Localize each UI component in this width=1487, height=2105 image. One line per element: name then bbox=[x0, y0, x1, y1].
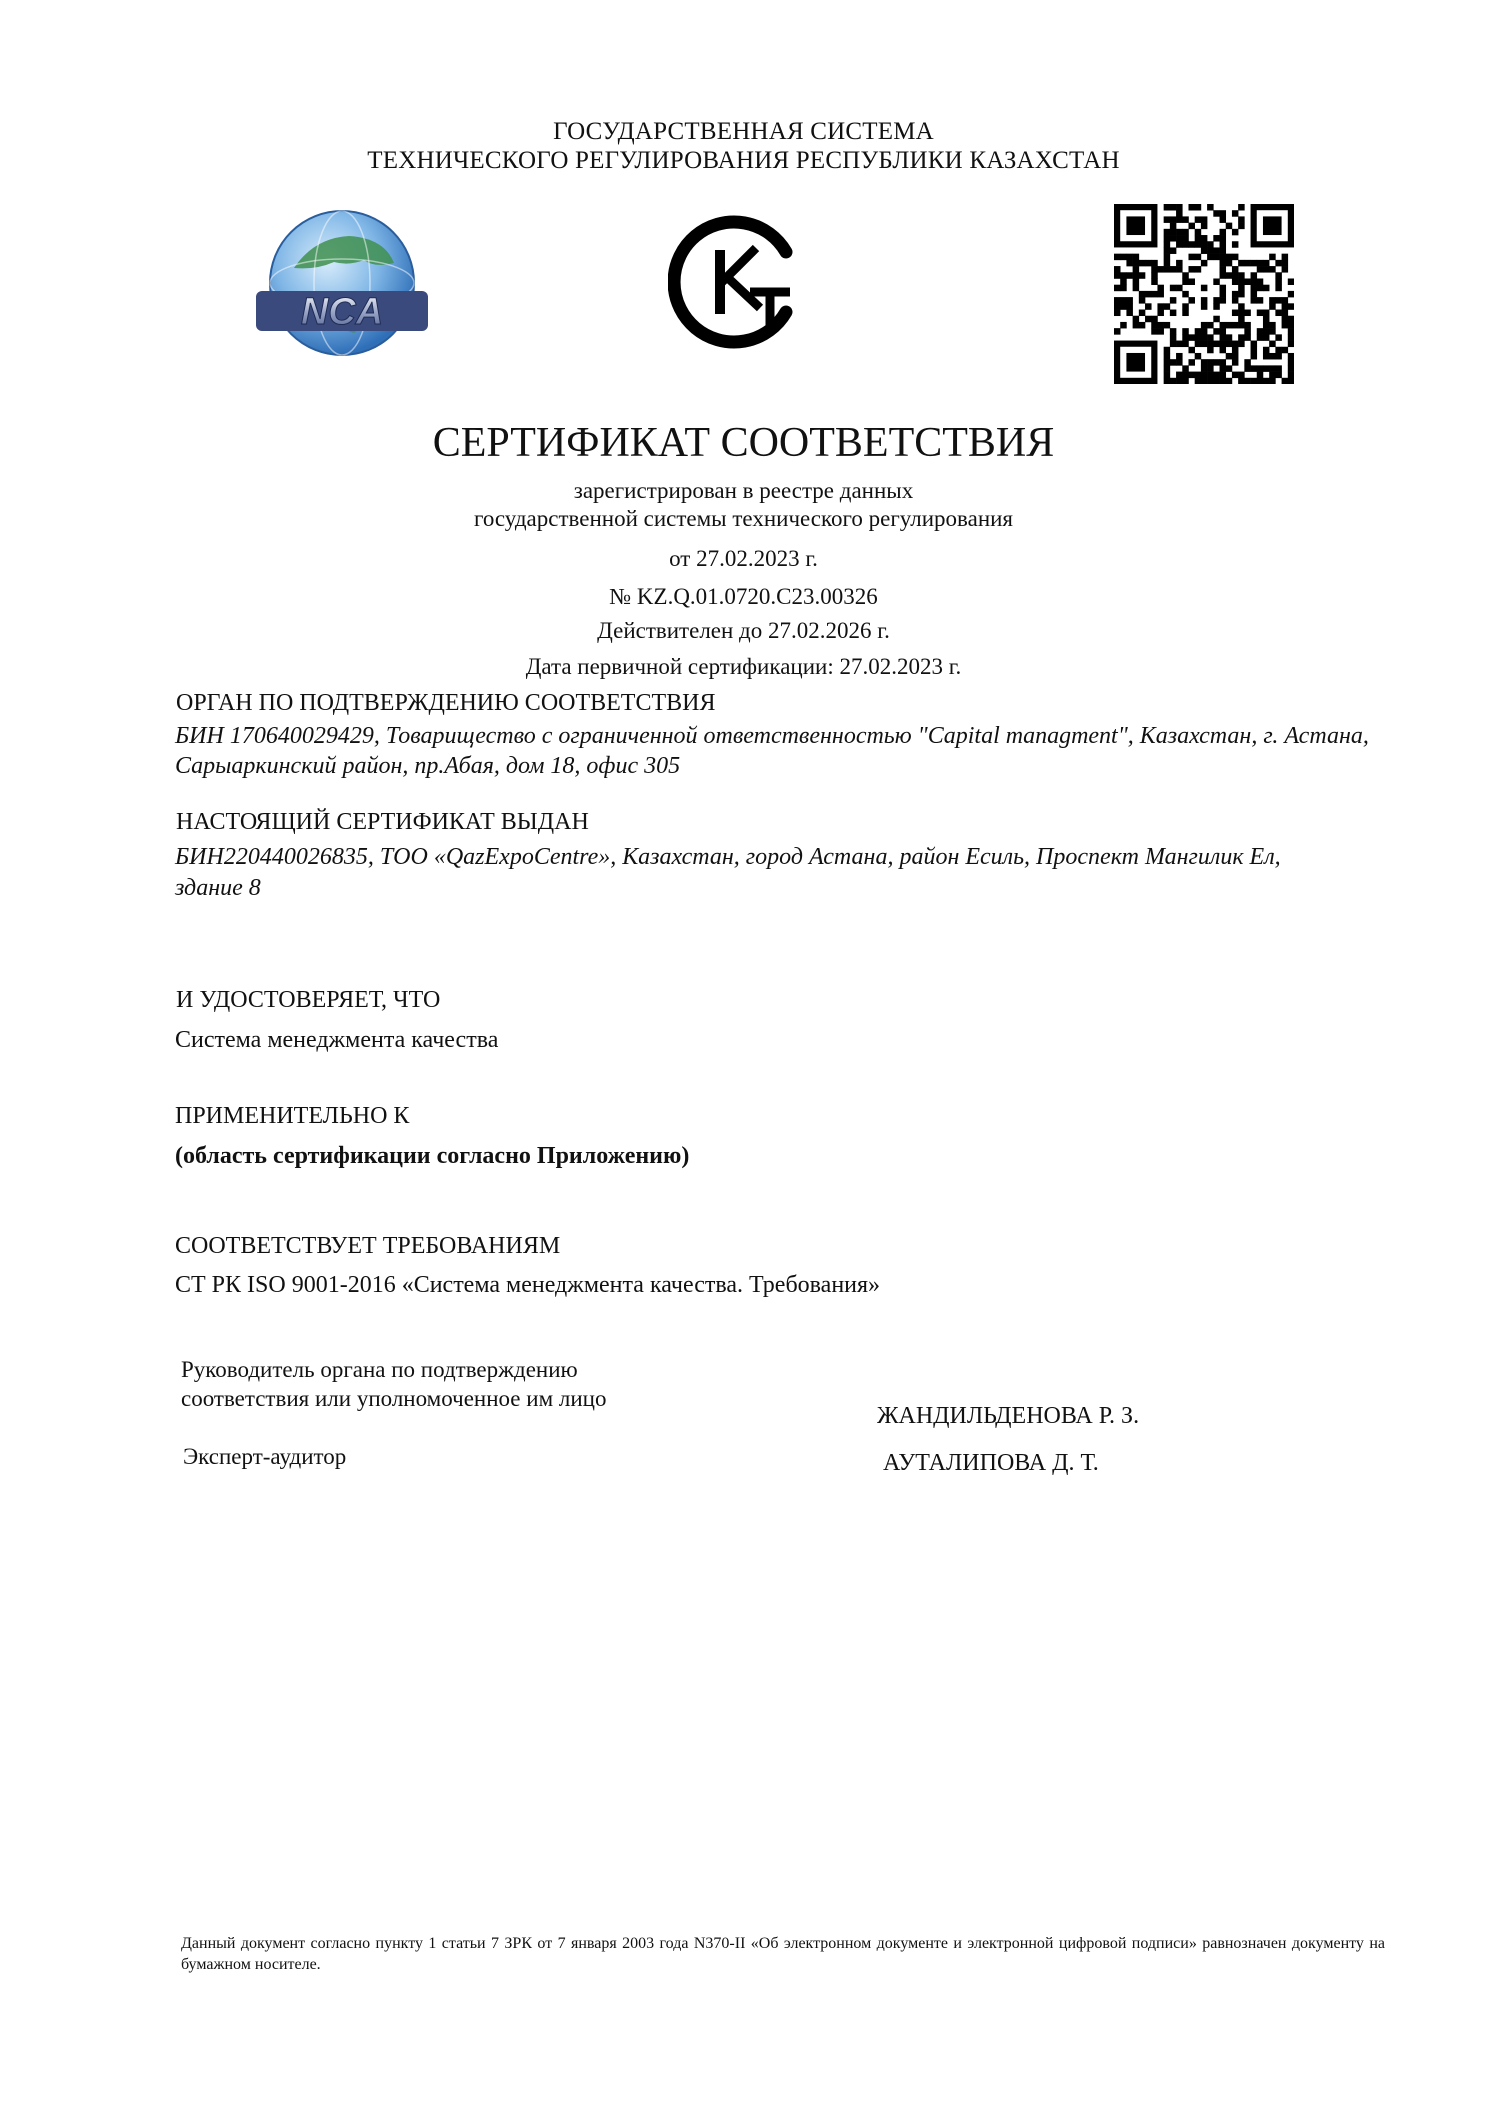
issued-line-1: БИН220440026835, ТОО «QazExpoCentre», Казахстан, город Астана, район Есиль, Проспект Мангилик Ел, bbox=[175, 844, 1281, 870]
complies-heading: СООТВЕТСТВУЕТ ТРЕБОВАНИЯМ bbox=[175, 1233, 561, 1259]
organ-heading: ОРГАН ПО ПОДТВЕРЖДЕНИЮ СООТВЕТСТВИЯ bbox=[176, 690, 716, 716]
certificate-date: от 27.02.2023 г. bbox=[669, 546, 818, 571]
first-certification-date: Дата первичной сертификации: 27.02.2023 г. bbox=[525, 654, 962, 679]
valid-until: Действителен до 27.02.2026 г. bbox=[597, 618, 890, 643]
kz-mark-text: KZ bbox=[737, 350, 739, 351]
nca-logo-text: NCA bbox=[300, 291, 384, 333]
nca-globe-logo bbox=[254, 208, 430, 358]
registered-line-1: зарегистрирован в реестре данных bbox=[573, 478, 914, 503]
certifies-text: Система менеджмента качества bbox=[175, 1027, 499, 1053]
head-role-line-2: соответствия или уполномоченное им лицо bbox=[181, 1386, 607, 1411]
applicable-text: (область сертификации согласно Приложению) bbox=[175, 1143, 690, 1169]
registered-line-2: государственной системы технического регулирования bbox=[473, 506, 1014, 531]
qr-code bbox=[1114, 204, 1294, 384]
certificate-number: № KZ.Q.01.0720.C23.00326 bbox=[609, 584, 878, 609]
header-line-2: ТЕХНИЧЕСКОГО РЕГУЛИРОВАНИЯ РЕСПУБЛИКИ КАЗАХСТАН bbox=[367, 147, 1120, 174]
issued-line-2: здание 8 bbox=[175, 875, 261, 901]
header-line-1: ГОСУДАРСТВЕННАЯ СИСТЕМА bbox=[553, 118, 934, 145]
certifies-heading: И УДОСТОВЕРЯЕТ, ЧТО bbox=[176, 987, 441, 1013]
organ-line-2: Сарыаркинский район, пр.Абая, дом 18, офис 305 bbox=[175, 753, 681, 779]
kz-conformity-mark bbox=[668, 212, 808, 352]
auditor-role: Эксперт-аудитор bbox=[183, 1444, 347, 1469]
head-name: ЖАНДИЛЬДЕНОВА Р. З. bbox=[877, 1403, 1140, 1429]
footer-note: Данный документ согласно пункту 1 статьи 7 ЗРК от 7 января 2003 года N370-II «Об электронном документе и электронной цифровой подписи» равнозначен документу на бумажном носителе. bbox=[181, 1935, 1385, 1973]
applicable-heading: ПРИМЕНИТЕЛЬНО К bbox=[175, 1103, 410, 1129]
certificate-title: СЕРТИФИКАТ СООТВЕТСТВИЯ bbox=[432, 420, 1055, 466]
issued-heading: НАСТОЯЩИЙ СЕРТИФИКАТ ВЫДАН bbox=[176, 809, 589, 835]
organ-line-1: БИН 170640029429, Товарищество с ограниченной ответственностью "Capital managment", Казахстан, г. Астана, bbox=[175, 723, 1369, 749]
head-role-line-1: Руководитель органа по подтверждению bbox=[181, 1357, 578, 1382]
auditor-name: АУТАЛИПОВА Д. Т. bbox=[883, 1450, 1099, 1476]
complies-text: СТ РК ISO 9001-2016 «Система менеджмента качества. Требования» bbox=[175, 1272, 881, 1298]
